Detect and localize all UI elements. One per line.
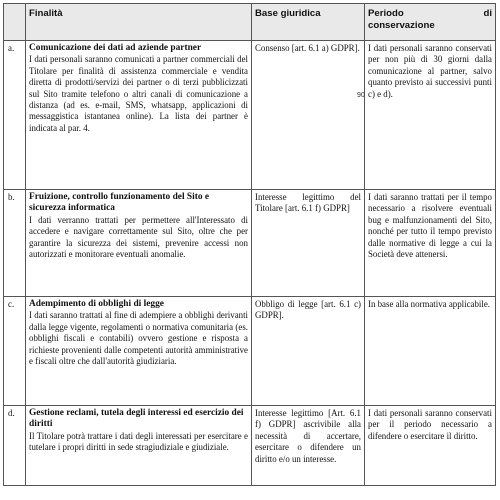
purpose-description: I dati saranno trattati al fine di adempiere a obblighi derivanti dalla legge vigente, regolamenti o normativa comunitaria (es. obblighi fiscali e contabili) ovvero gestione e risposta a richieste provenienti dalle competenti autorità amministrative e fiscali oltre che dall'autorità giudiziaria. [29, 310, 248, 367]
header-index-cell [4, 4, 26, 41]
table-row-c [4, 297, 496, 406]
purpose-cell [26, 297, 252, 406]
row-index: a. [4, 41, 26, 190]
header-base-giuridica: Base giuridica [252, 4, 365, 41]
purpose-title: Comunicazione dei dati ad aziende partner [29, 43, 202, 53]
header-conservazione-word: conservazione [368, 19, 435, 31]
table-row-b [4, 190, 496, 297]
purpose-title: Gestione reclami, tutela degli interessi ed esercizio dei diritti [29, 408, 244, 430]
retention-cell: I dati personali saranno conservati per non più di 30 giorni dalla comunicazione al partner, salvo quanto previsto ai successivi punti c) e d). [365, 41, 496, 190]
legal-basis-cell: Obbligo di legge [art. 6.1 c) GDPR]. [252, 297, 365, 406]
purpose-title: Adempimento di obblighi di legge [29, 299, 164, 309]
purpose-description: I dati personali saranno comunicati a partner commerciali del Titolare per finalità di assistenza commerciale e vendita diretta di prodotti/servizi dei partner o di terzi pubblicizzati sul Sito tramite telefono o altri canali di comunicazione a distanza (ad es. e-mail, SMS, whatsapp, applicazioni di messaggistica istantanea online). La lista dei partner è indicata al par. 4. [29, 54, 248, 133]
purpose-description: I dati verranno trattati per permettere all'Interessato di accedere e navigare correttamente sul Sito, oltre che per garantire la sicurezza dei sistemi, prevenire accessi non autorizzati e monitorare eventuali anomalie. [29, 214, 248, 260]
row-index: b. [4, 190, 26, 297]
retention-cell: I dati personali saranno conservati per il periodo necessario a difendere o esercitare il diritto. [365, 406, 496, 486]
purpose-description: Il Titolare potrà trattare i dati degli interessati per esercitare e tutelare i propri diritti in sede stragiudiziale e giudiziale. [29, 430, 248, 453]
table-row-d [4, 406, 496, 486]
legal-basis-cell: Consenso [art. 6.1 a) GDPR]. [252, 41, 365, 190]
header-periodo-conservazione [365, 4, 496, 41]
row-index: d. [4, 406, 26, 486]
processing-purposes-table [3, 3, 496, 486]
purpose-title: Fruizione, controllo funzionamento del Sito e sicurezza informatica [29, 192, 210, 214]
header-finalita: Finalità [26, 4, 252, 41]
page-number: 90 [357, 92, 365, 99]
purpose-cell [26, 406, 252, 486]
retention-cell: I dati saranno trattati per il tempo necessario a risolvere eventuali bug e malfunzionamenti del Sito, nonché per tutto il tempo previsto dalle normative di legge a cui la Società deve attenersi. [365, 190, 496, 297]
header-periodo-word: Periodo [368, 8, 404, 19]
purpose-cell [26, 190, 252, 297]
header-di-word: di [483, 8, 492, 19]
legal-basis-cell: Interesse legittimo [Art. 6.1 f) GDPR] ascrivibile alla necessità di accertare, esercitare o difendere un diritto e/o un interesse. [252, 406, 365, 486]
table-row-a [4, 41, 496, 190]
purpose-cell [26, 41, 252, 190]
legal-basis-cell: Interesse legittimo del Titolare [art. 6.1 f) GDPR] [252, 190, 365, 297]
retention-cell: In base alla normativa applicabile. [365, 297, 496, 406]
table-header-row [4, 4, 496, 41]
row-index: c. [4, 297, 26, 406]
